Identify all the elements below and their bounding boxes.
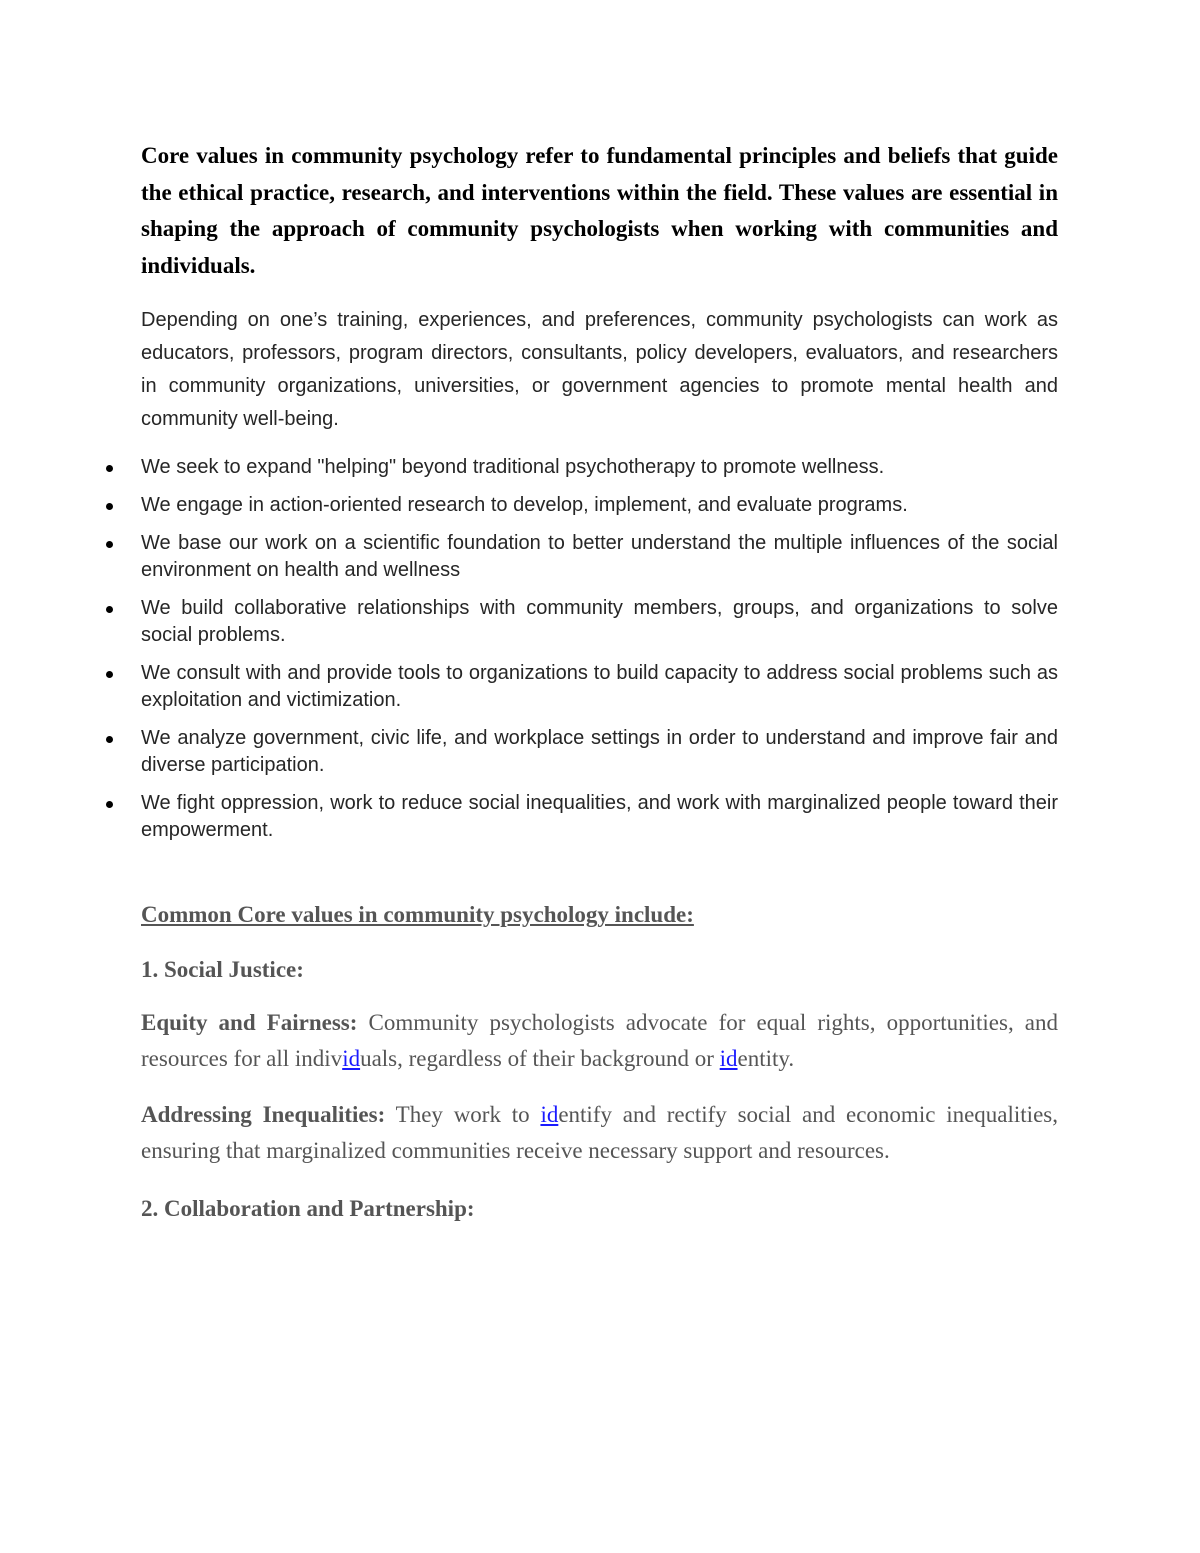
list-item: We consult with and provide tools to organizations to build capacity to address social problems such as exploitation and victimization. — [141, 660, 1058, 714]
intro-paragraph: Core values in community psychology refer to fundamental principles and beliefs that guide the ethical practice, research, and interventions within the field. These values are essential in shaping the approach of community psychologists when working with communities and individuals. — [141, 143, 1058, 278]
common-values-heading: Common Core values in community psychology include: — [141, 902, 694, 927]
bullet-icon — [106, 671, 113, 678]
section-title-collaboration: 2. Collaboration and Partnership: — [141, 1196, 475, 1221]
list-item: We seek to expand "helping" beyond traditional psychotherapy to promote wellness. — [141, 454, 1058, 481]
equity-paragraph: Equity and Fairness: Community psychologists advocate for equal rights, opportunities, and resources for all individuals, regardless of their background or identity. — [141, 1010, 1058, 1071]
list-item: We engage in action-oriented research to develop, implement, and evaluate programs. — [141, 492, 1058, 519]
list-item: We base our work on a scientific foundation to better understand the multiple influences of the social environment on health and wellness — [141, 530, 1058, 584]
equity-label: Equity and Fairness: — [141, 1010, 358, 1035]
bullet-icon — [106, 503, 113, 510]
inequalities-label: Addressing Inequalities: — [141, 1102, 386, 1127]
bullet-icon — [106, 606, 113, 613]
hyperlink[interactable]: id — [540, 1102, 559, 1127]
values-bullet-list — [141, 454, 1058, 844]
bullet-icon — [106, 465, 113, 472]
bullet-icon — [106, 736, 113, 743]
hyperlink[interactable]: id — [719, 1046, 738, 1071]
bullet-icon — [106, 541, 113, 548]
inequalities-paragraph: Addressing Inequalities: They work to identify and rectify social and economic inequalities, ensuring that marginalized communities receive necessary support and resources. — [141, 1102, 1058, 1163]
career-paragraph: Depending on one’s training, experiences, and preferences, community psychologists can work as educators, professors, program directors, consultants, policy developers, evaluators, and researchers in community organizations, universities, or government agencies to promote mental health and community well-being. — [141, 309, 1058, 430]
hyperlink[interactable]: id — [342, 1046, 361, 1071]
bullet-icon — [106, 801, 113, 808]
document-page — [141, 138, 1058, 1224]
list-item: We fight oppression, work to reduce social inequalities, and work with marginalized people toward their empowerment. — [141, 790, 1058, 844]
list-item: We build collaborative relationships with community members, groups, and organizations to solve social problems. — [141, 595, 1058, 649]
section-title-social-justice: 1. Social Justice: — [141, 957, 304, 982]
list-item: We analyze government, civic life, and workplace settings in order to understand and improve fair and diverse participation. — [141, 725, 1058, 779]
